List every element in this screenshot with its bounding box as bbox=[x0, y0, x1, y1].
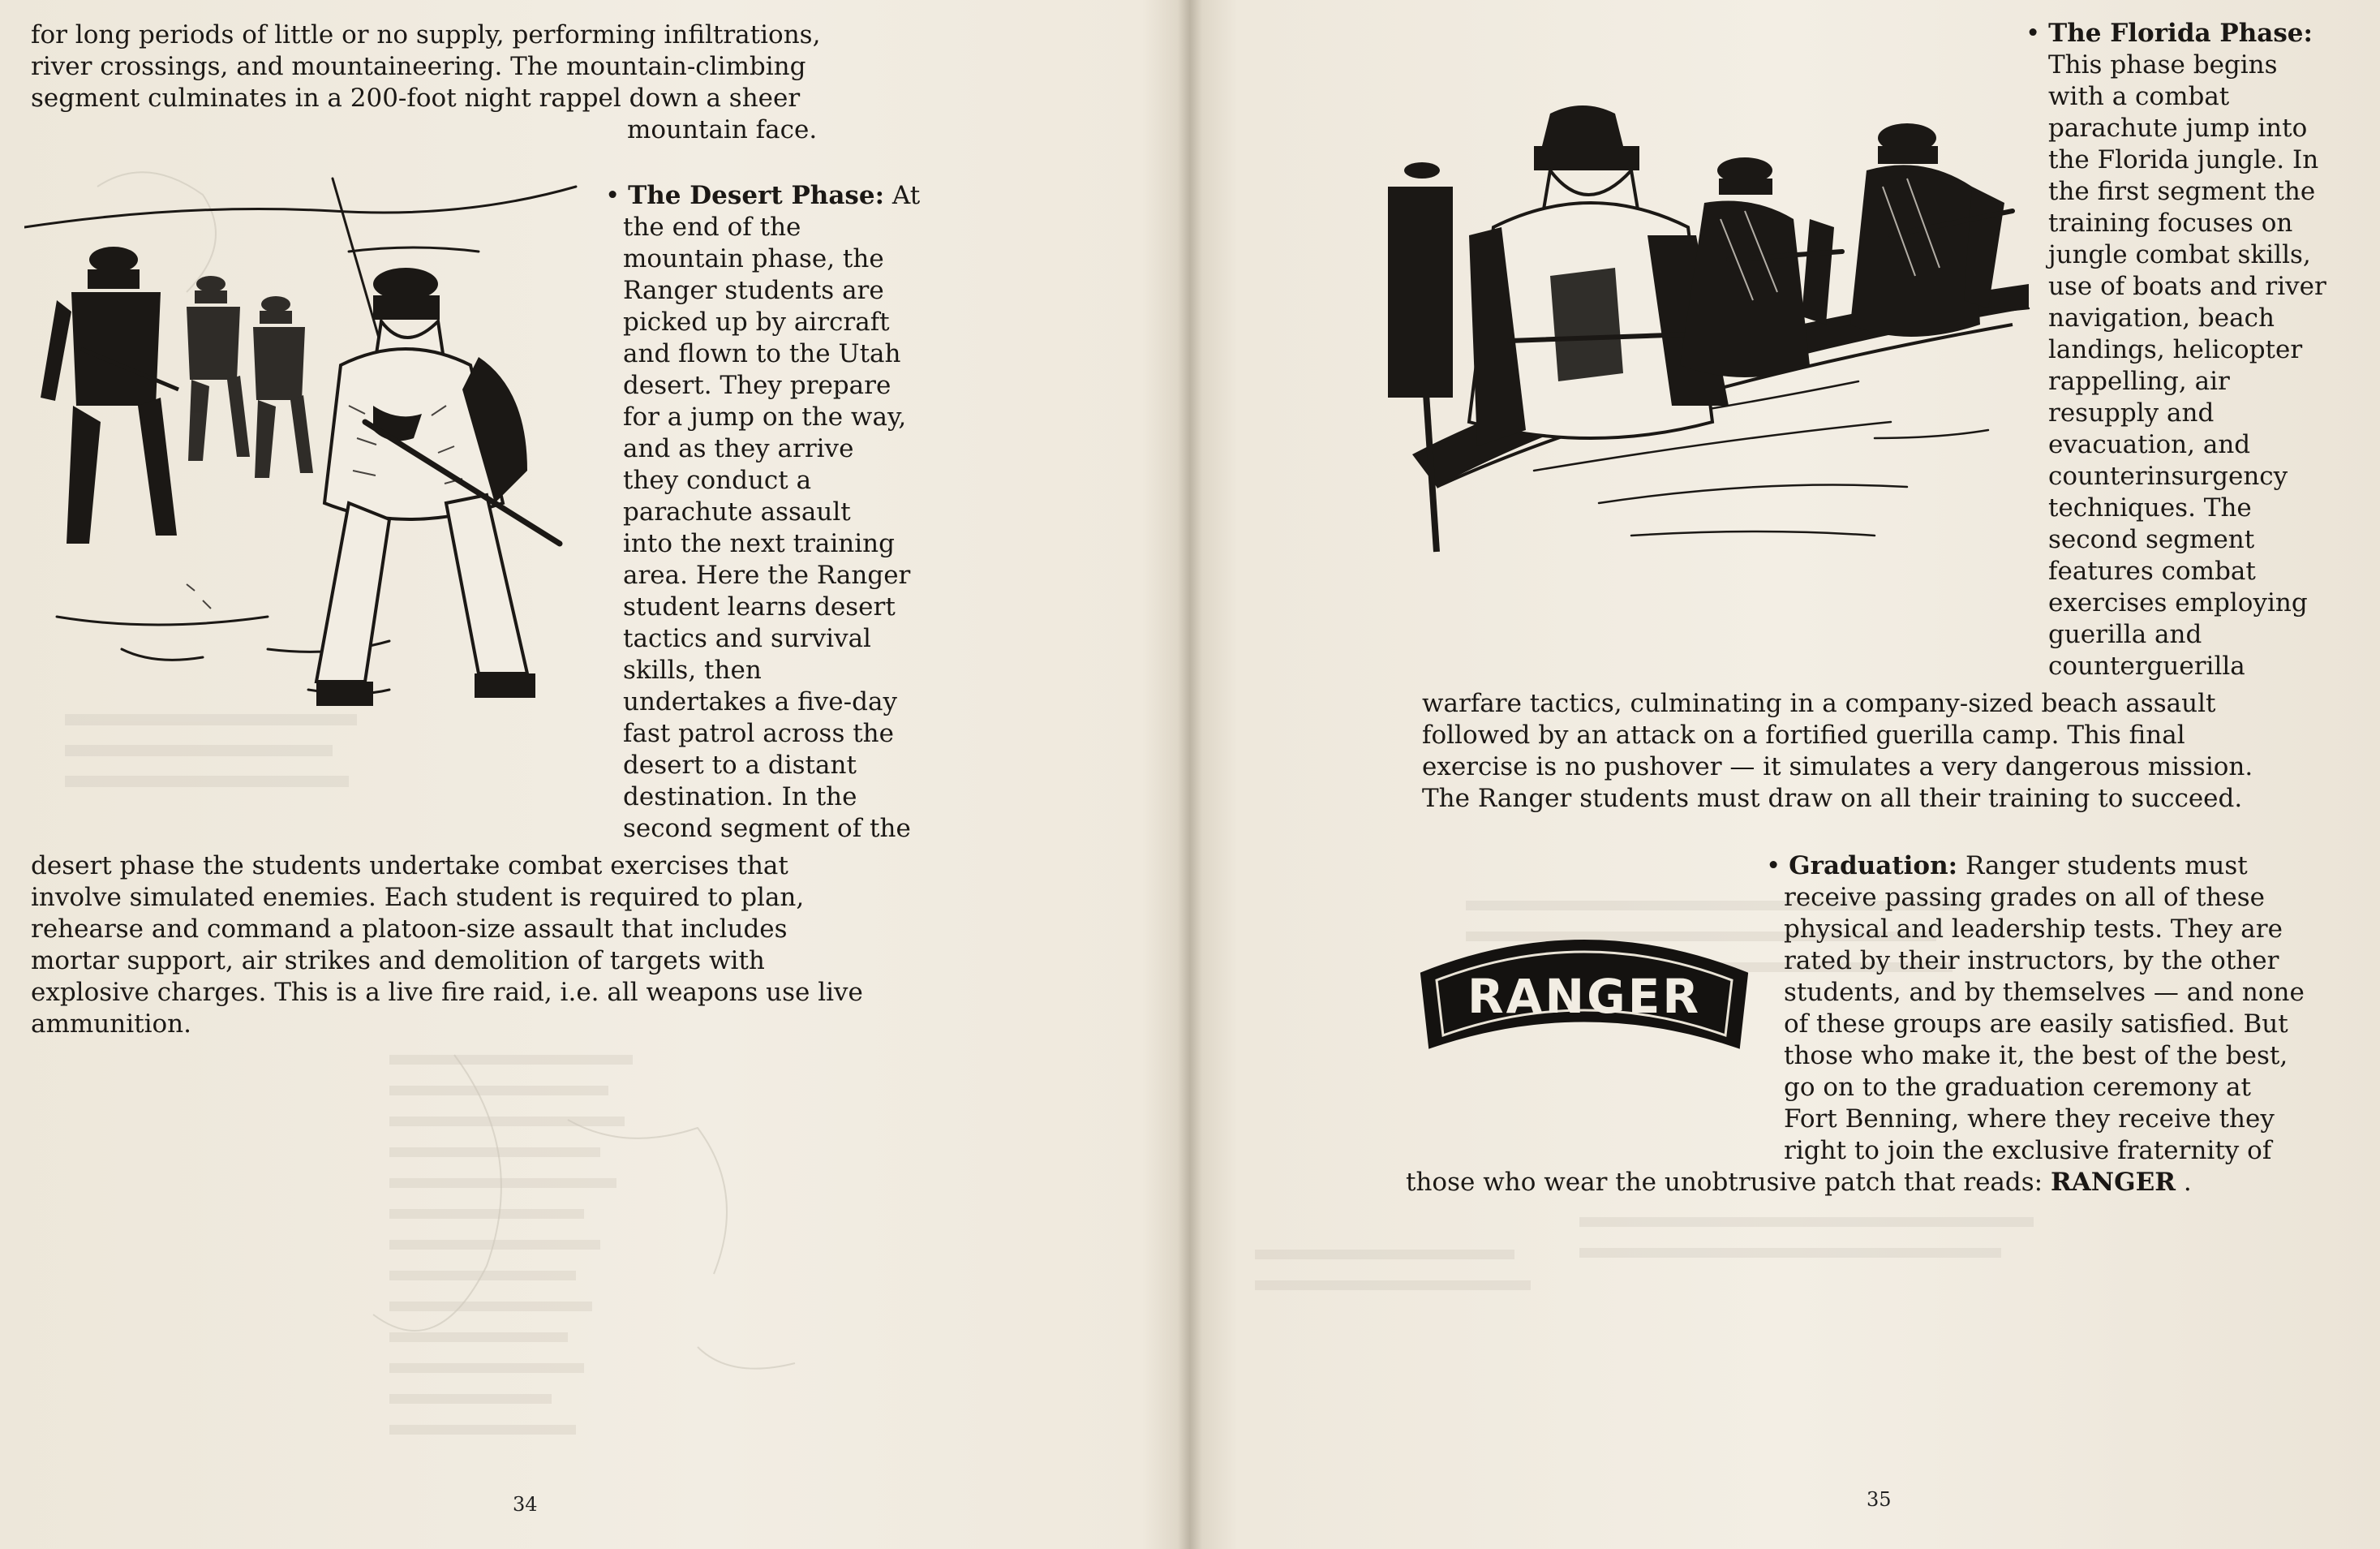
florida-line: second segment bbox=[2048, 525, 2255, 554]
florida-phase-heading-line bbox=[2026, 18, 2373, 49]
ranger-tab-patch bbox=[1414, 917, 1755, 1055]
desert-full-line: involve simulated enemies. Each student is required to plan, bbox=[31, 883, 805, 912]
florida-line: guerilla and bbox=[2048, 620, 2202, 649]
florida-line: the first segment the bbox=[2048, 177, 2316, 206]
intro-paragraph bbox=[31, 19, 972, 146]
desert-line: undertakes a five-day bbox=[623, 687, 897, 716]
page-number-left: 34 bbox=[513, 1493, 538, 1516]
graduation-column bbox=[1766, 850, 2376, 1167]
florida-line: features combat bbox=[2048, 557, 2256, 586]
page-number-right: 35 bbox=[1867, 1488, 1892, 1511]
desert-line: for a jump on the way, bbox=[623, 402, 907, 432]
graduation-line: rated by their instructors, by the other bbox=[1784, 946, 2279, 975]
desert-line: desert to a distant bbox=[623, 751, 857, 780]
graduation-heading-line bbox=[1766, 850, 2376, 882]
florida-line: jungle combat skills, bbox=[2048, 240, 2311, 269]
desert-patrol-illustration bbox=[24, 162, 608, 779]
florida-line: use of boats and river bbox=[2048, 272, 2326, 301]
florida-line: resupply and bbox=[2048, 398, 2215, 428]
florida-full-line: The Ranger students must draw on all their training to succeed. bbox=[1422, 784, 2243, 813]
desert-phase-continuation bbox=[31, 850, 988, 1040]
desert-line: second segment of the bbox=[623, 814, 911, 843]
desert-line: skills, then bbox=[623, 656, 762, 685]
ranger-patch-text: RANGER bbox=[1467, 969, 1701, 1024]
graduation-line: physical and leadership tests. They are bbox=[1784, 914, 2283, 944]
graduation-final-ranger: RANGER bbox=[2050, 1168, 2176, 1197]
desert-line: and as they arrive bbox=[623, 434, 854, 463]
graduation-line: right to join the exclusive fraternity of bbox=[1784, 1136, 2272, 1165]
graduation-line: Fort Benning, where they receive they bbox=[1784, 1104, 2275, 1134]
florida-line: training focuses on bbox=[2048, 209, 2293, 238]
desert-line: destination. In the bbox=[623, 782, 857, 811]
graduation-final-line bbox=[1406, 1167, 2371, 1198]
florida-full-line: warfare tactics, culminating in a company-sized beach assault bbox=[1422, 689, 2216, 718]
desert-phase-column bbox=[605, 180, 988, 845]
graduation-final-end: . bbox=[2176, 1168, 2192, 1197]
florida-line: landings, helicopter bbox=[2048, 335, 2303, 364]
desert-line: student learns desert bbox=[623, 592, 896, 622]
intro-line: river crossings, and mountaineering. The mountain-climbing bbox=[31, 52, 806, 81]
desert-line: and flown to the Utah bbox=[623, 339, 901, 368]
desert-line: Ranger students are bbox=[623, 276, 884, 305]
desert-line: they conduct a bbox=[623, 466, 812, 495]
florida-line: parachute jump into bbox=[2048, 114, 2308, 143]
florida-line: navigation, beach bbox=[2048, 303, 2275, 333]
florida-phase-column bbox=[2026, 18, 2373, 682]
desert-phase-heading-rest: At bbox=[884, 181, 921, 210]
florida-line: the Florida jungle. In bbox=[2048, 145, 2319, 174]
desert-full-line: ammunition. bbox=[31, 1009, 191, 1039]
desert-line: desert. They prepare bbox=[623, 371, 891, 400]
desert-line: picked up by aircraft bbox=[623, 308, 890, 337]
desert-full-line: explosive charges. This is a live fire raid, i.e. all weapons use live bbox=[31, 978, 863, 1007]
bullet: • bbox=[605, 181, 629, 210]
desert-line: area. Here the Ranger bbox=[623, 561, 911, 590]
florida-line: evacuation, and bbox=[2048, 430, 2251, 459]
florida-boat-illustration bbox=[1388, 97, 2037, 584]
graduation-heading: Graduation: bbox=[1789, 851, 1958, 880]
desert-line: mountain phase, the bbox=[623, 244, 884, 273]
bullet: • bbox=[2026, 19, 2049, 48]
desert-line: tactics and survival bbox=[623, 624, 871, 653]
florida-full-line: followed by an attack on a fortified guerilla camp. This final bbox=[1422, 721, 2185, 750]
florida-line: with a combat bbox=[2048, 82, 2230, 111]
desert-full-line: mortar support, air strikes and demolition of targets with bbox=[31, 946, 765, 975]
desert-phase-heading: The Desert Phase: bbox=[628, 181, 885, 210]
desert-phase-heading-line bbox=[605, 180, 988, 212]
desert-line: parachute assault bbox=[623, 497, 851, 527]
graduation-line: those who make it, the best of the best, bbox=[1784, 1041, 2288, 1070]
florida-line: counterinsurgency bbox=[2048, 462, 2288, 491]
desert-full-line: desert phase the students undertake combat exercises that bbox=[31, 851, 788, 880]
bullet: • bbox=[1766, 851, 1789, 880]
florida-line: rappelling, air bbox=[2048, 367, 2230, 396]
graduation-last-line bbox=[1406, 1167, 2371, 1198]
graduation-heading-rest: Ranger students must bbox=[1957, 851, 2248, 880]
florida-line: techniques. The bbox=[2048, 493, 2252, 523]
intro-line: for long periods of little or no supply, performing infiltrations, bbox=[31, 20, 821, 49]
desert-line: the end of the bbox=[623, 213, 801, 242]
florida-full-line: exercise is no pushover — it simulates a very dangerous mission. bbox=[1422, 752, 2253, 781]
florida-line: exercises employing bbox=[2048, 588, 2308, 617]
intro-line: mountain face. bbox=[627, 115, 818, 144]
florida-line: This phase begins bbox=[2048, 50, 2278, 80]
desert-full-line: rehearse and command a platoon-size assault that includes bbox=[31, 914, 788, 944]
intro-line: segment culminates in a 200-foot night rappel down a sheer bbox=[31, 84, 801, 113]
desert-line: into the next training bbox=[623, 529, 895, 558]
florida-line: counterguerilla bbox=[2048, 652, 2245, 681]
desert-line: fast patrol across the bbox=[623, 719, 894, 748]
graduation-line: students, and by themselves — and none bbox=[1784, 978, 2305, 1007]
right-page bbox=[1190, 0, 2380, 1549]
graduation-final-text: those who wear the unobtrusive patch that reads: bbox=[1406, 1168, 2051, 1197]
graduation-line: of these groups are easily satisfied. But bbox=[1784, 1009, 2288, 1039]
florida-phase-heading: The Florida Phase: bbox=[2048, 19, 2313, 48]
graduation-line: receive passing grades on all of these bbox=[1784, 883, 2265, 912]
florida-phase-continuation bbox=[1422, 688, 2371, 815]
graduation-line: go on to the graduation ceremony at bbox=[1784, 1073, 2251, 1102]
